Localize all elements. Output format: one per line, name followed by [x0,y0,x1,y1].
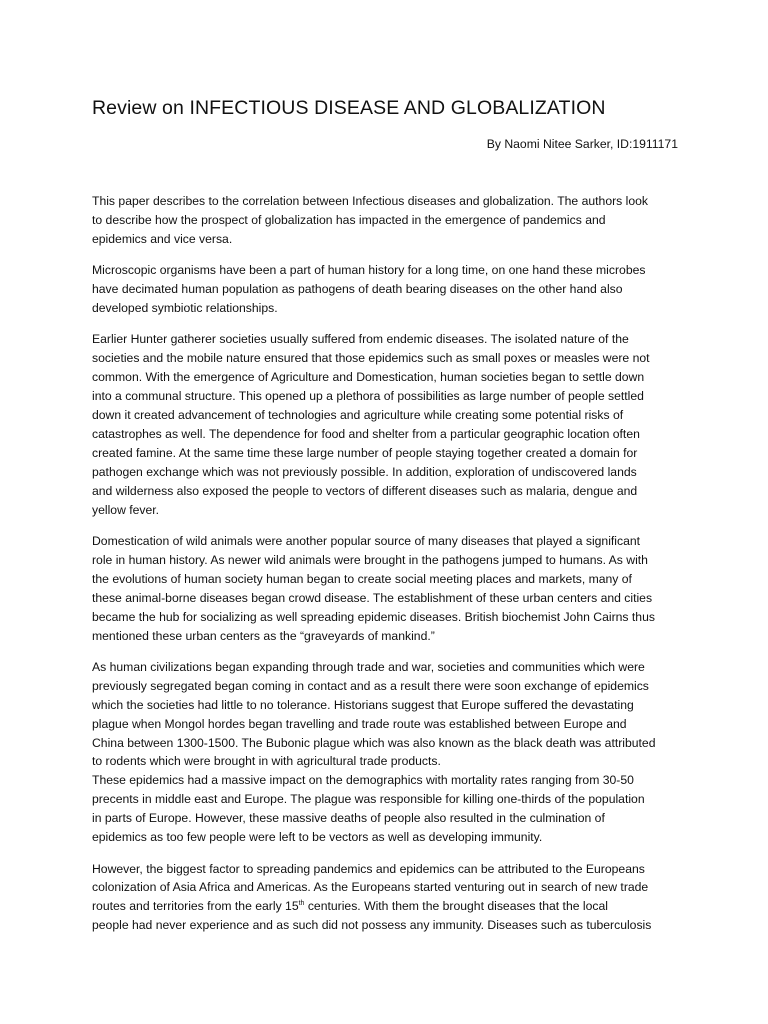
text-line: catastrophes as well. The dependence for food and shelter from a particular geographic location often [92,426,640,441]
paragraph-intro [92,192,692,249]
paragraph-trade-and-war [92,658,692,771]
text-line: epidemics and vice versa. [92,231,233,246]
text-line: These epidemics had a massive impact on the demographics with mortality rates ranging from 30-50 [92,773,634,788]
text-line: to describe how the prospect of globalization has impacted in the emergence of pandemics and [92,212,606,227]
text-line: This paper describes to the correlation between Infectious diseases and globalization. The authors look [92,194,648,208]
text-line: have decimated human population as pathogens of death bearing diseases on the other hand also [92,282,623,297]
text-line: the evolutions of human society human began to create social meeting places and markets, many of [92,571,632,586]
text-line: into a communal structure. This opened up a plethora of possibilities as large number of people settled [92,389,644,404]
text-line: these animal-borne diseases began crowd disease. The establishment of these urban centers and cities [92,590,653,605]
text-line: common. With the emergence of Agriculture and Domestication, human societies began to settle down [92,370,645,385]
line-text-start: routes and territories from the early 15 [92,899,299,914]
text-line: created famine. At the same time these large number of people staying together created a domain for [92,445,638,460]
text-line: which the societies had little to no tolerance. Historians suggest that Europe suffered the devastating [92,697,634,712]
text-line: previously segregated began coming in contact and as a result there were soon exchange of epidemics [92,678,649,693]
text-line: people had never experience and as such did not possess any immunity. Diseases such as tuberculosis [92,918,652,933]
text-line: role in human history. As newer wild animals were brought in the pathogens jumped to humans. As with [92,552,648,567]
text-line: As human civilizations began expanding through trade and war, societies and communities which were [92,659,645,674]
text-line: societies and the mobile nature ensured that those epidemics such as small poxes or measles were not [92,351,650,366]
paragraph-microorganisms [92,261,692,318]
text-line: China between 1300-1500. The Bubonic plague which was also known as the black death was attributed [92,735,656,750]
text-line: developed symbiotic relationships. [92,301,278,316]
text-line: However, the biggest factor to spreading pandemics and epidemics can be attributed to the Europeans [92,861,645,876]
paragraph-demographics [92,771,692,847]
author-byline: By Naomi Nitee Sarker, ID:1911171 [486,137,678,151]
paragraph-colonization [92,860,692,936]
text-line: Domestication of wild animals were another popular source of many diseases that played a significant [92,534,641,548]
text-line: mentioned these urban centers as the “graveyards of mankind.” [92,628,435,643]
ordinal-superscript: th [298,900,305,908]
text-line: became the hub for socializing as well spreading epidemic diseases. British biochemist John Cairns thus [92,609,655,624]
text-line: precents in middle east and Europe. The plague was responsible for killing one-thirds of the population [92,792,645,807]
text-line: yellow fever. [92,502,160,517]
text-line: plague when Mongol hordes began travelling and trade route was established between Europe and [92,716,627,731]
text-line: in parts of Europe. However, these massive deaths of people also resulted in the culmination of [92,811,605,826]
text-line: pathogen exchange which was not previously possible. In addition, exploration of undiscovered lands [92,464,637,479]
text-line: epidemics as too few people were left to be vectors as well as developing immunity. [92,830,543,845]
text-line: to rodents which were brought in with agricultural trade products. [92,754,441,769]
document-body [92,192,692,948]
text-line-with-superscript [92,897,692,916]
text-line: down it created advancement of technologies and agriculture while creating some potential risks of [92,408,624,423]
text-line: and wilderness also exposed the people to vectors of different diseases such as malaria, dengue and [92,483,638,498]
paragraph-hunter-gatherers [92,330,692,519]
text-line: colonization of Asia Africa and Americas. As the Europeans started venturing out in search of new trade [92,880,649,895]
line-text-end: centuries. With them the brought diseases that the local [304,899,608,914]
text-line: Microscopic organisms have been a part of human history for a long time, on one hand these microbes [92,263,646,278]
document-title: Review on INFECTIOUS DISEASE AND GLOBALIZATION [92,97,606,119]
paragraph-domestication [92,532,692,645]
text-line: Earlier Hunter gatherer societies usually suffered from endemic diseases. The isolated nature of the [92,332,629,347]
